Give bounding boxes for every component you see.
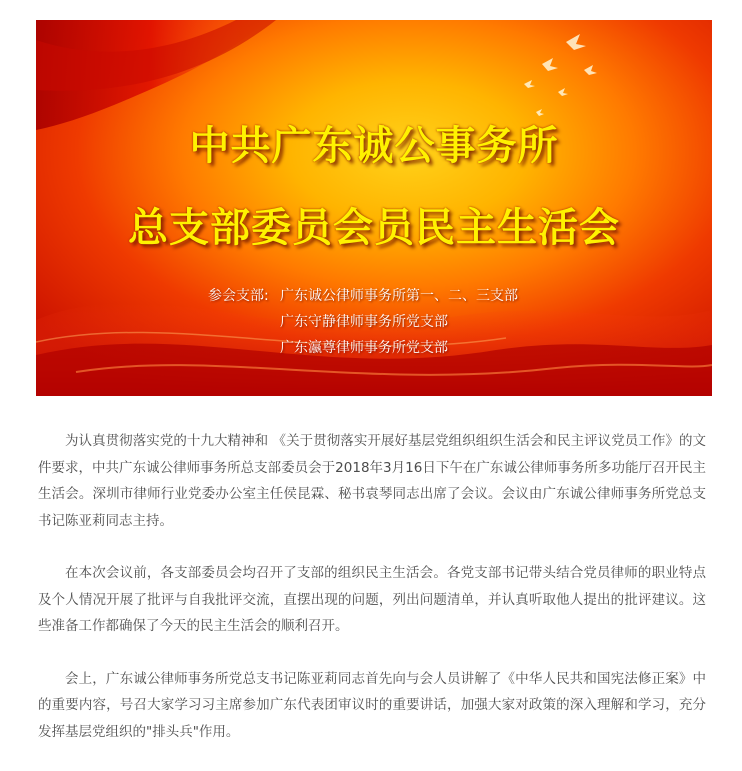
participant-row (208, 309, 518, 335)
banner-title-line1: 中共广东诚公事务所 (189, 123, 559, 169)
article-paragraph: 为认真贯彻落实党的十九大精神和 《关于贯彻落实开展好基层党组织组织生活会和民主评议党员工作》的文件要求，中共广东诚公律师事务所总支部委员会于2018年3月16日下午在广东诚公律师事务所多功能厅召开民主生活会。深圳市律师行业党委办公室主任侯昆霖、秘书袁琴同志出席了会议。会议由广东诚公律师事务所党总支书记陈亚莉同志主持。 (38, 433, 706, 529)
dove-icon (524, 34, 597, 116)
participant-row (208, 335, 518, 361)
article-body (38, 428, 706, 771)
event-banner (36, 20, 712, 396)
participants-label: 参会支部: (208, 288, 269, 304)
participant-row (208, 283, 518, 309)
article-paragraph: 在本次会议前，各支部委员会均召开了支部的组织民主生活会。各党支部书记带头结合党员律师的职业特点及个人情况开展了批评与自我批评交流，直摆出现的问题，列出问题清单，并认真听取他人提出的批评建议。这些准备工作都确保了今天的民主生活会的顺利召开。 (38, 565, 706, 634)
participant-branch: 广东守静律师事务所党支部 (280, 314, 448, 330)
participant-branch: 广东瀛尊律师事务所党支部 (280, 340, 448, 356)
participant-branches (208, 283, 518, 361)
article-paragraph: 会上，广东诚公律师事务所党总支书记陈亚莉同志首先向与会人员讲解了《中华人民共和国宪法修正案》中的重要内容，号召大家学习习主席参加广东代表团审议时的重要讲话，加强大家对政策的深入理解和学习，充分发挥基层党组织的"排头兵"作用。 (38, 670, 706, 740)
banner-title-line2: 总支部委员会员民主生活会 (128, 205, 620, 251)
participant-branch: 广东诚公律师事务所第一、二、三支部 (280, 288, 518, 304)
